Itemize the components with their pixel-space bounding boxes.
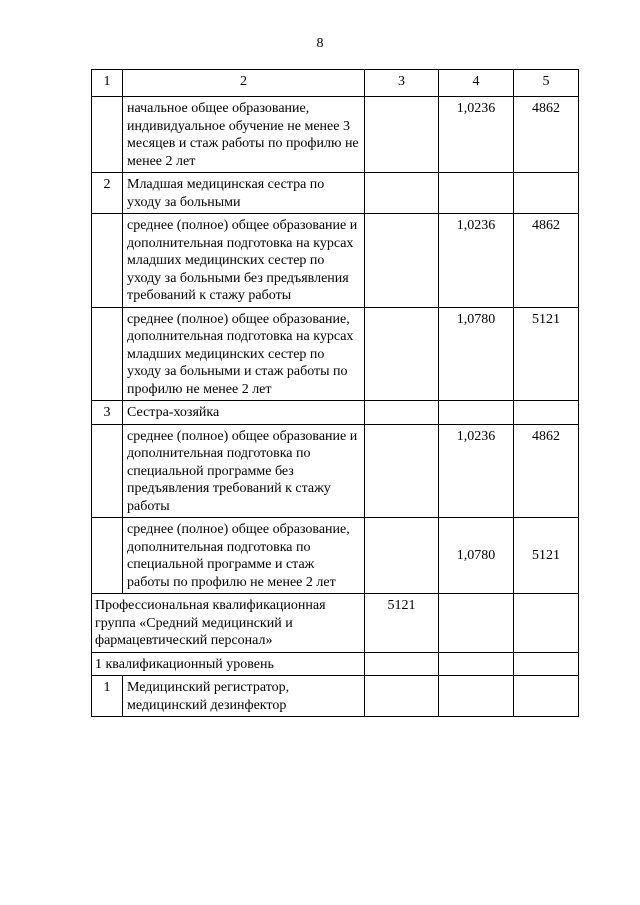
row-salary-cell [514, 594, 579, 653]
table-row [92, 97, 579, 173]
row-salary-cell [514, 173, 579, 214]
row-coefficient-cell: 1,0236 [439, 97, 514, 173]
row-number-cell [92, 518, 123, 594]
header-cell-5: 5 [514, 70, 579, 97]
row-coefficient-cell: 1,0780 [439, 307, 514, 401]
row-number-cell [92, 424, 123, 518]
row-salary-cell: 5121 [514, 307, 579, 401]
table-row [92, 214, 579, 308]
row-number-cell: 2 [92, 173, 123, 214]
row-coefficient-cell: 1,0780 [439, 518, 514, 594]
table-row-level [92, 652, 579, 676]
row-salary-cell: 5121 [514, 518, 579, 594]
row-number-cell [92, 214, 123, 308]
row-col3-cell [365, 401, 439, 425]
row-coefficient-cell [439, 652, 514, 676]
group-base-salary-cell: 5121 [365, 594, 439, 653]
header-cell-3: 3 [365, 70, 439, 97]
row-coefficient-cell: 1,0236 [439, 424, 514, 518]
row-salary-cell: 4862 [514, 424, 579, 518]
table-row [92, 401, 579, 425]
row-salary-cell [514, 676, 579, 717]
salary-table [91, 69, 579, 717]
page-number: 8 [316, 36, 324, 51]
row-col3-cell [365, 97, 439, 173]
row-col3-cell [365, 173, 439, 214]
table-row [92, 424, 579, 518]
table-row [92, 307, 579, 401]
header-cell-1: 1 [92, 70, 123, 97]
row-col3-cell [365, 652, 439, 676]
row-number-cell: 3 [92, 401, 123, 425]
row-number-cell [92, 97, 123, 173]
row-text-cell: среднее (полное) общее образование и дополнительная подготовка по специальной программе без предъявления требований к стажу работы [123, 424, 365, 518]
table-row [92, 173, 579, 214]
row-text-cell: Младшая медицинская сестра по уходу за больными [123, 173, 365, 214]
header-cell-2: 2 [123, 70, 365, 97]
row-text-cell: среднее (полное) общее образование, дополнительная подготовка на курсах младших медицинских сестер по уходу за больными и стаж работы по профилю не менее 2 лет [123, 307, 365, 401]
row-text-cell: среднее (полное) общее образование, дополнительная подготовка по специальной программе и стаж работы по профилю не менее 2 лет [123, 518, 365, 594]
row-col3-cell [365, 518, 439, 594]
row-salary-cell: 4862 [514, 214, 579, 308]
row-coefficient-cell: 1,0236 [439, 214, 514, 308]
row-number-cell [92, 307, 123, 401]
table-row-group [92, 594, 579, 653]
row-salary-cell [514, 652, 579, 676]
row-col3-cell [365, 676, 439, 717]
row-text-cell: начальное общее образование, индивидуальное обучение не менее 3 месяцев и стаж работы по профилю не менее 2 лет [123, 97, 365, 173]
table-header-row [92, 70, 579, 97]
row-salary-cell: 4862 [514, 97, 579, 173]
row-salary-cell [514, 401, 579, 425]
level-title-cell: 1 квалификационный уровень [92, 652, 365, 676]
row-coefficient-cell [439, 401, 514, 425]
header-cell-4: 4 [439, 70, 514, 97]
row-text-cell: Сестра-хозяйка [123, 401, 365, 425]
row-coefficient-cell [439, 676, 514, 717]
table-row [92, 676, 579, 717]
row-text-cell: среднее (полное) общее образование и дополнительная подготовка на курсах младших медицинских сестер по уходу за больными без предъявления требований к стажу работы [123, 214, 365, 308]
row-col3-cell [365, 307, 439, 401]
row-text-cell: Медицинский регистратор, медицинский дезинфектор [123, 676, 365, 717]
row-col3-cell [365, 424, 439, 518]
group-title-cell: Профессиональная квалификационная группа «Средний медицинский и фармацевтический персонал» [92, 594, 365, 653]
row-col3-cell [365, 214, 439, 308]
row-coefficient-cell [439, 173, 514, 214]
table-row [92, 518, 579, 594]
row-coefficient-cell [439, 594, 514, 653]
row-number-cell: 1 [92, 676, 123, 717]
